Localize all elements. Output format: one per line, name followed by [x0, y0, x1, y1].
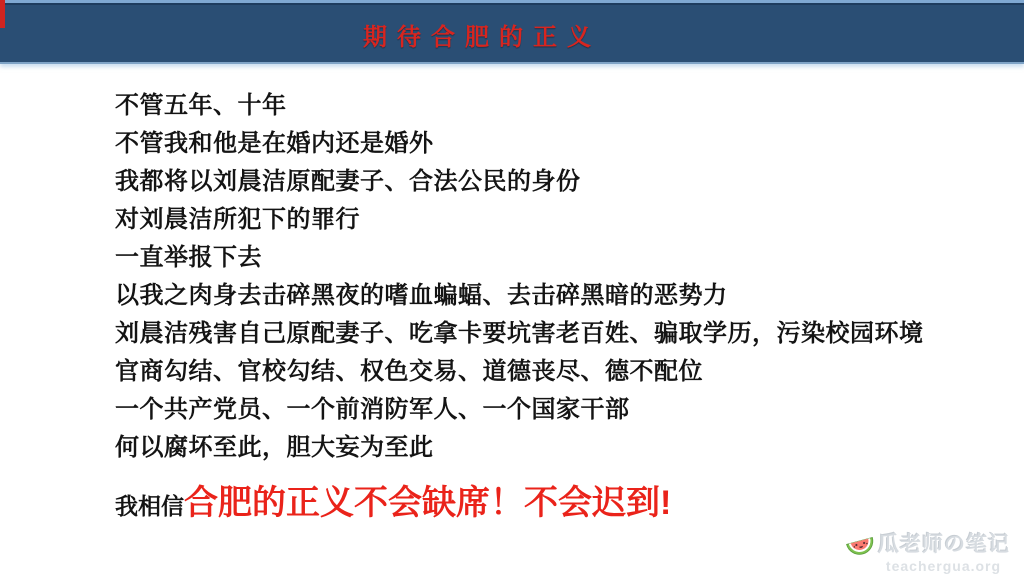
body-line-5: 一直举报下去: [115, 244, 262, 271]
body-text: [0, 62, 1024, 533]
slide-title: 期待合肥的正义: [363, 24, 601, 51]
watermark-url: teachergua.org: [885, 558, 1002, 574]
watermark-name: 瓜老师の笔记: [878, 533, 1010, 556]
body-line-1: 不管五年、十年: [115, 92, 287, 119]
corner-accent-red: [0, 0, 5, 28]
body-line-10: 何以腐坏至此，胆大妄为至此: [115, 434, 434, 461]
watermark: [845, 528, 1010, 574]
conclusion-prefix: 我相信: [115, 493, 184, 519]
watermelon-icon: [845, 528, 875, 558]
body-line-7: 刘晨洁残害自己原配妻子、吃拿卡要坑害老百姓、骗取学历，污染校园环境: [115, 320, 924, 347]
body-line-4: 对刘晨洁所犯下的罪行: [115, 206, 360, 233]
body-line-8: 官商勾结、官校勾结、权色交易、道德丧尽、德不配位: [115, 358, 703, 385]
body-line-9: 一个共产党员、一个前消防军人、一个国家干部: [115, 396, 630, 423]
watermark-row: [845, 528, 1010, 558]
conclusion-line: [115, 480, 984, 533]
conclusion-emphasis: 合肥的正义不会缺席！不会迟到!: [184, 484, 672, 522]
body-line-3: 我都将以刘晨洁原配妻子、合法公民的身份: [115, 168, 581, 195]
header-bar: [0, 0, 1024, 64]
body-line-6: 以我之肉身去击碎黑夜的嗜血蝙蝠、去击碎黑暗的恶势力: [115, 282, 728, 309]
body-line-2: 不管我和他是在婚内还是婚外: [115, 130, 434, 157]
